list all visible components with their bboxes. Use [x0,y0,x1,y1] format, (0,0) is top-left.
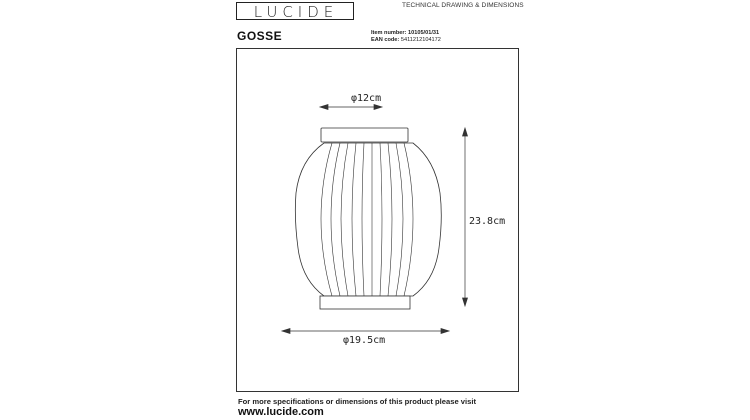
brand-logo [236,2,354,20]
top-diameter-label: φ12cm [351,93,382,104]
item-number-value: 10105/01/31 [408,30,440,36]
ean-line [371,37,441,43]
ean-label: EAN code: [371,37,400,43]
canopy [321,128,408,142]
product-name: GOSSE [237,29,283,43]
bottom-diameter-dimension [282,329,449,334]
footer-text: For more specifications or dimensions of this product please visit [238,397,476,406]
top-diameter-dimension [320,105,382,110]
height-dimension [463,128,468,306]
height-label: 23.8cm [469,216,506,227]
lantern-outline [295,143,441,296]
item-number-label: Item number: [371,30,407,36]
ean-value: 5411212104172 [400,37,441,43]
footer-url-link[interactable]: www.lucide.com [238,406,324,418]
brand-logo-text: LUCIDE [253,3,339,21]
header-note: TECHNICAL DRAWING & DIMENSIONS [402,2,524,9]
bottom-band [320,296,410,309]
bottom-diameter-label: φ19.5cm [343,335,386,346]
item-number-line [371,30,439,36]
